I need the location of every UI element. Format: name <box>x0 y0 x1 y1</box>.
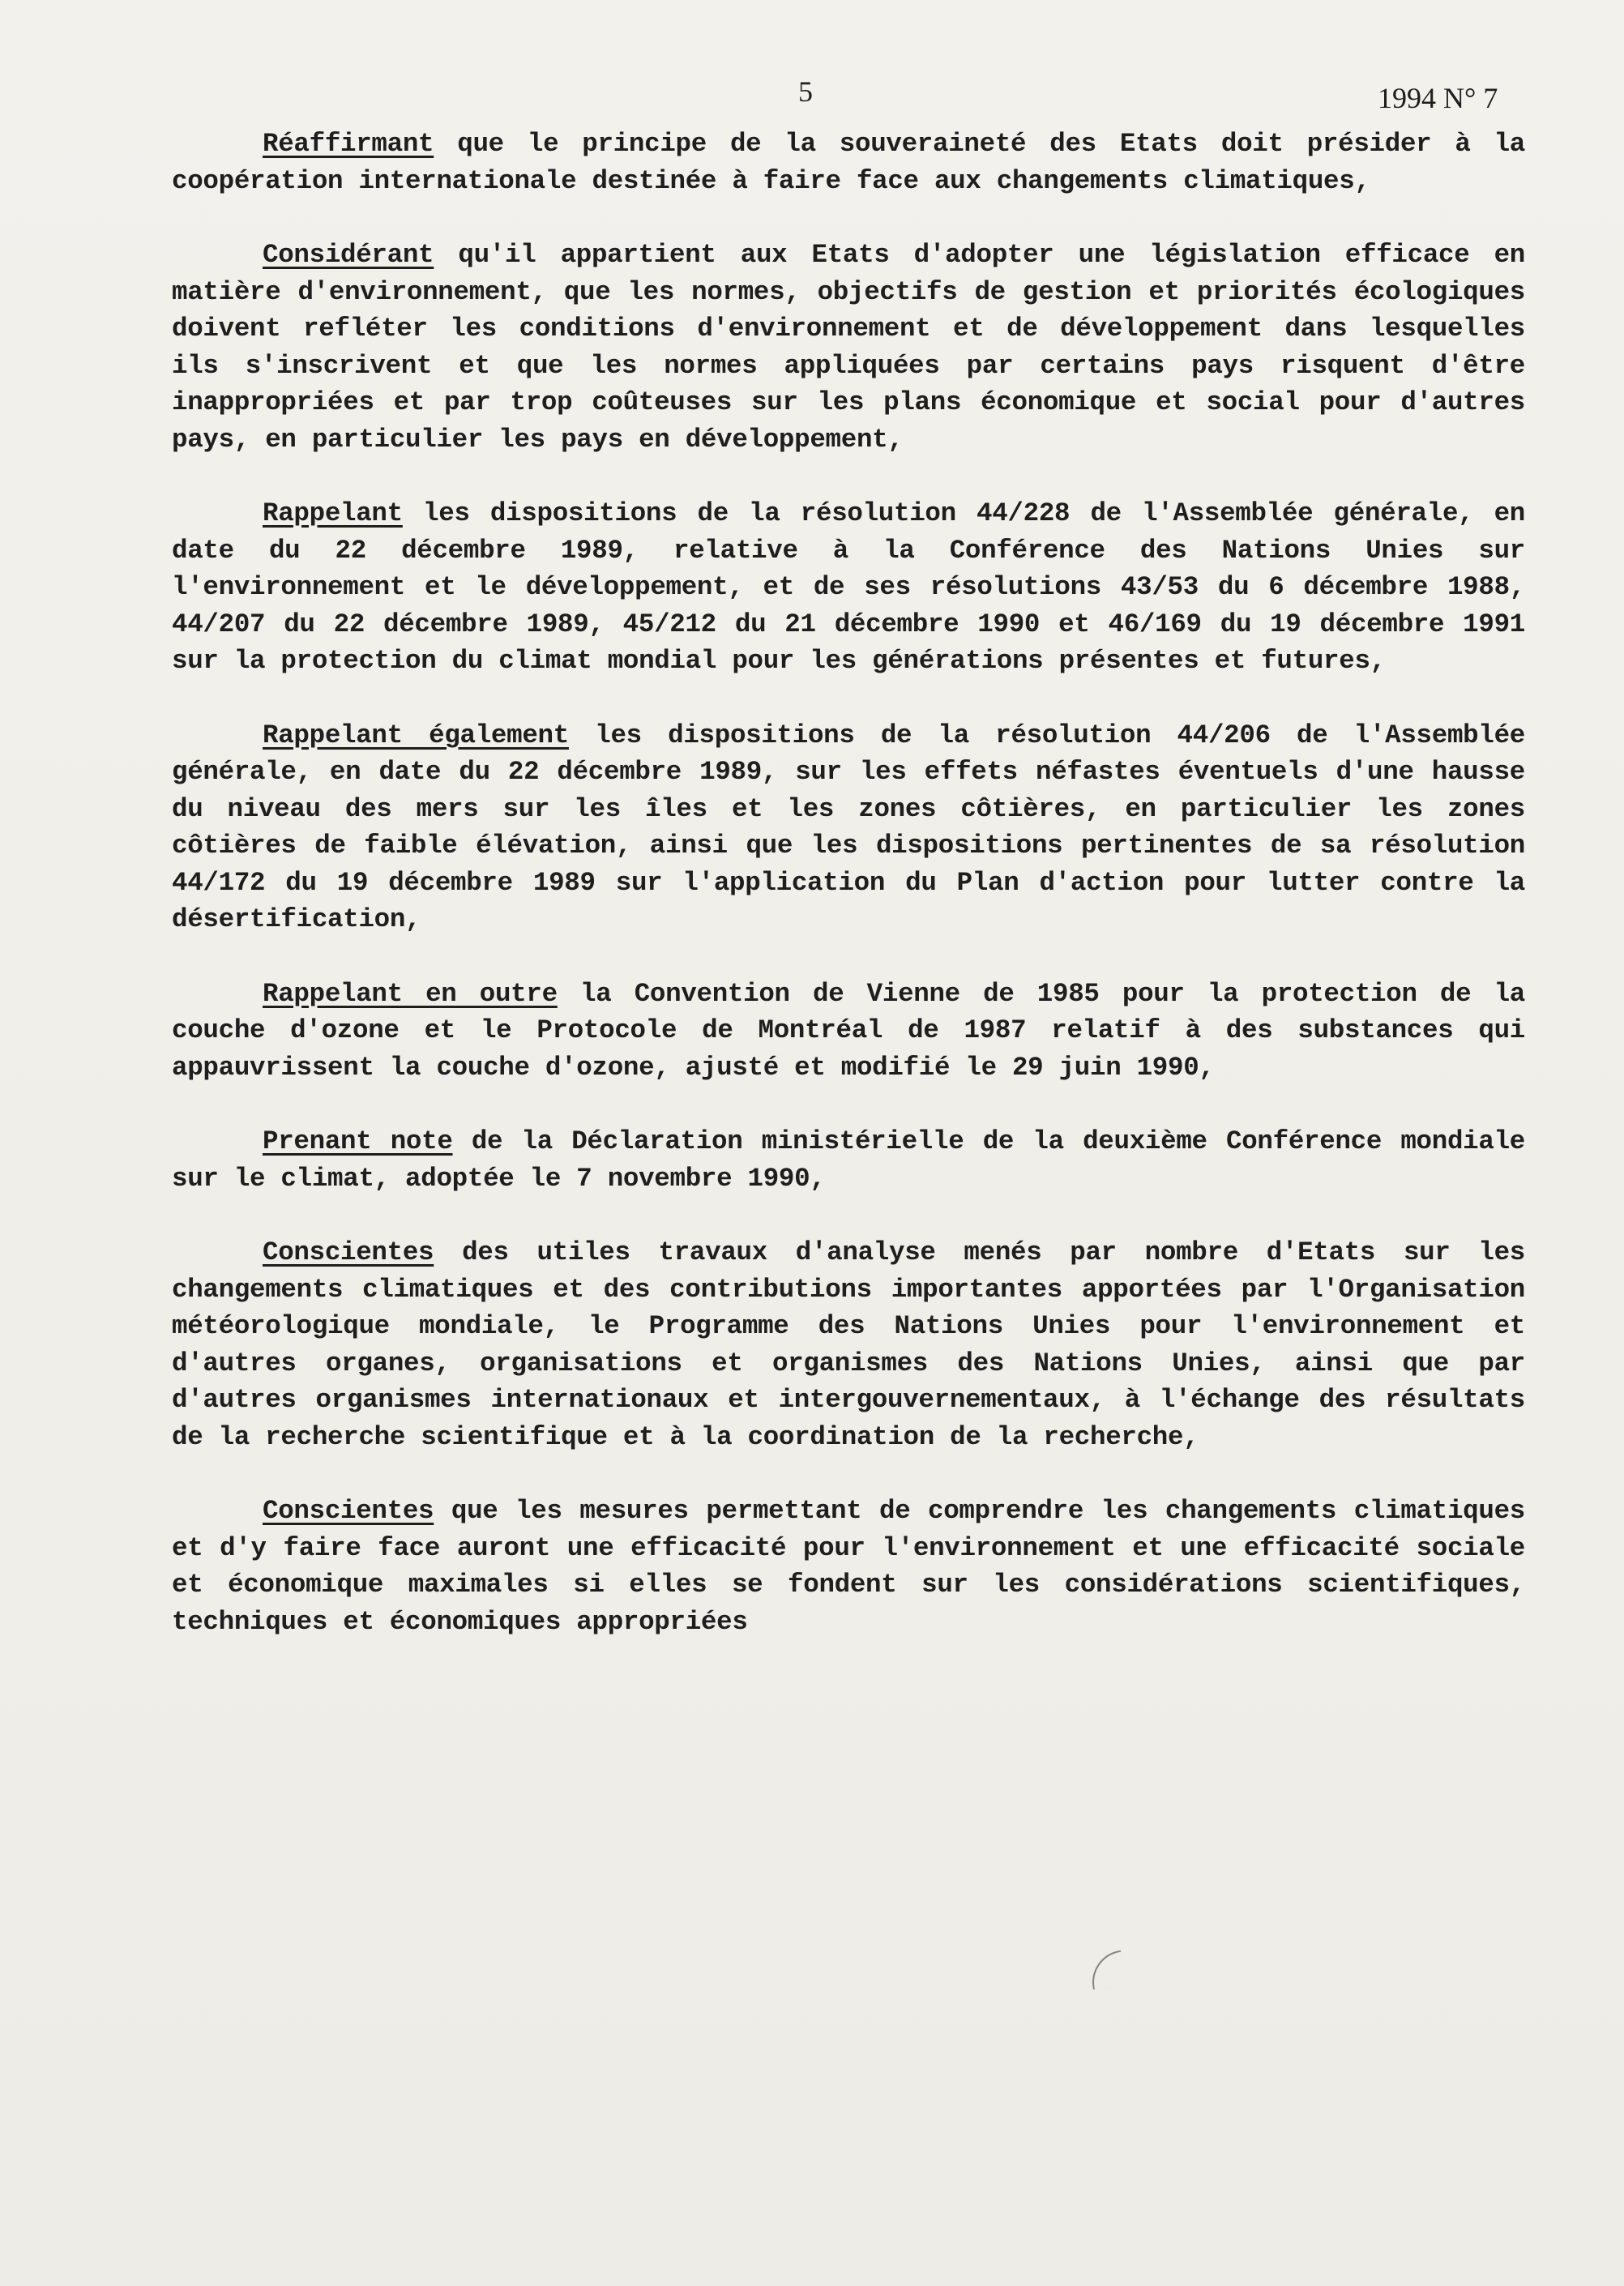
paragraph-text: de la Déclaration ministérielle de la deuxième Conférence mondiale sur le climat, adoptée le 7 novembre 1990, <box>172 1126 1525 1194</box>
pen-mark <box>1088 1951 1127 1990</box>
page-number: 5 <box>798 75 813 108</box>
paragraph-text: la Convention de Vienne de 1985 pour la protection de la couche d'ozone et le Protocole de Montréal de 1987 relatif à des substances qui appauvrissent la couche d'ozone, ajusté et modifié le 29 juin 1990, <box>172 978 1525 1083</box>
paragraph-rappelant-en-outre <box>172 976 1525 1087</box>
paragraph-lead: Considérant <box>263 240 434 270</box>
paragraph-text: les dispositions de la résolution 44/206 de l'Assemblée générale, en date du 22 décembre 1989, sur les effets néfastes éventuels d'une hausse du niveau des mers sur les îles et les zones côtières, en particulier les zones côtières de faible élévation, ainsi que les dispositions pertinentes de sa résolution 44/172 du 19 décembre 1989 sur l'application du Plan d'action pour lutter contre la désertification, <box>172 720 1525 934</box>
paragraph-prenant-note <box>172 1123 1525 1197</box>
paragraph-reaffirmant <box>172 126 1525 199</box>
paragraph-conscientes-1 <box>172 1234 1525 1455</box>
paragraph-rappelant-egalement <box>172 717 1525 938</box>
paragraph-text: les dispositions de la résolution 44/228 de l'Assemblée générale, en date du 22 décembre 1989, relative à la Conférence des Nations Unies sur l'environnement et le développement, et de ses résolutions 43/53 du 6 décembre 1988, 44/207 du 22 décembre 1989, 45/212 du 21 décembre 1990 et 46/169 du 19 décembre 1991 sur la protection du climat mondial pour les générations présentes et futures, <box>172 498 1525 676</box>
paragraph-considerant <box>172 237 1525 458</box>
paragraph-lead: Prenant note <box>263 1126 453 1156</box>
paragraph-conscientes-2 <box>172 1493 1525 1640</box>
issue-number: 1994 N° 7 <box>1378 82 1498 114</box>
paragraph-text: que les mesures permettant de comprendre les changements climatiques et d'y faire face auront une efficacité pour l'environnement et une efficacité sociale et économique maximales si elles se fondent sur les considérations scientifiques, techniques et économiques appropriées <box>172 1496 1525 1637</box>
paragraph-text: que le principe de la souveraineté des Etats doit présider à la coopération internationale destinée à faire face aux changements climatiques, <box>172 129 1525 196</box>
paragraph-lead: Réaffirmant <box>263 129 434 159</box>
paragraph-rappelant <box>172 495 1525 680</box>
paragraph-lead: Rappelant également <box>263 720 569 750</box>
paragraph-lead: Rappelant en outre <box>263 978 558 1009</box>
paragraph-text: qu'il appartient aux Etats d'adopter une législation efficace en matière d'environnement, que les normes, objectifs de gestion et priorités écologiques doivent refléter les conditions d'environnement et de développement dans lesquelles ils s'inscrivent et que les normes appliquées par certains pays risquent d'être inappropriées et par trop coûteuses sur les plans économique et social pour d'autres pays, en particulier les pays en développement, <box>172 240 1525 455</box>
document-body <box>172 126 1525 1677</box>
paragraph-lead: Conscientes <box>263 1496 434 1526</box>
paragraph-text: des utiles travaux d'analyse menés par nombre d'Etats sur les changements climatiques et des contributions importantes apportées par l'Organisation météorologique mondiale, le Programme des Nations Unies pour l'environnement et d'autres organes, organisations et organismes des Nations Unies, ainsi que par d'autres organismes internationaux et intergouvernementaux, à l'échange des résultats de la recherche scientifique et à la coordination de la recherche, <box>172 1237 1525 1452</box>
paragraph-lead: Conscientes <box>263 1237 434 1267</box>
paragraph-lead: Rappelant <box>263 498 403 528</box>
